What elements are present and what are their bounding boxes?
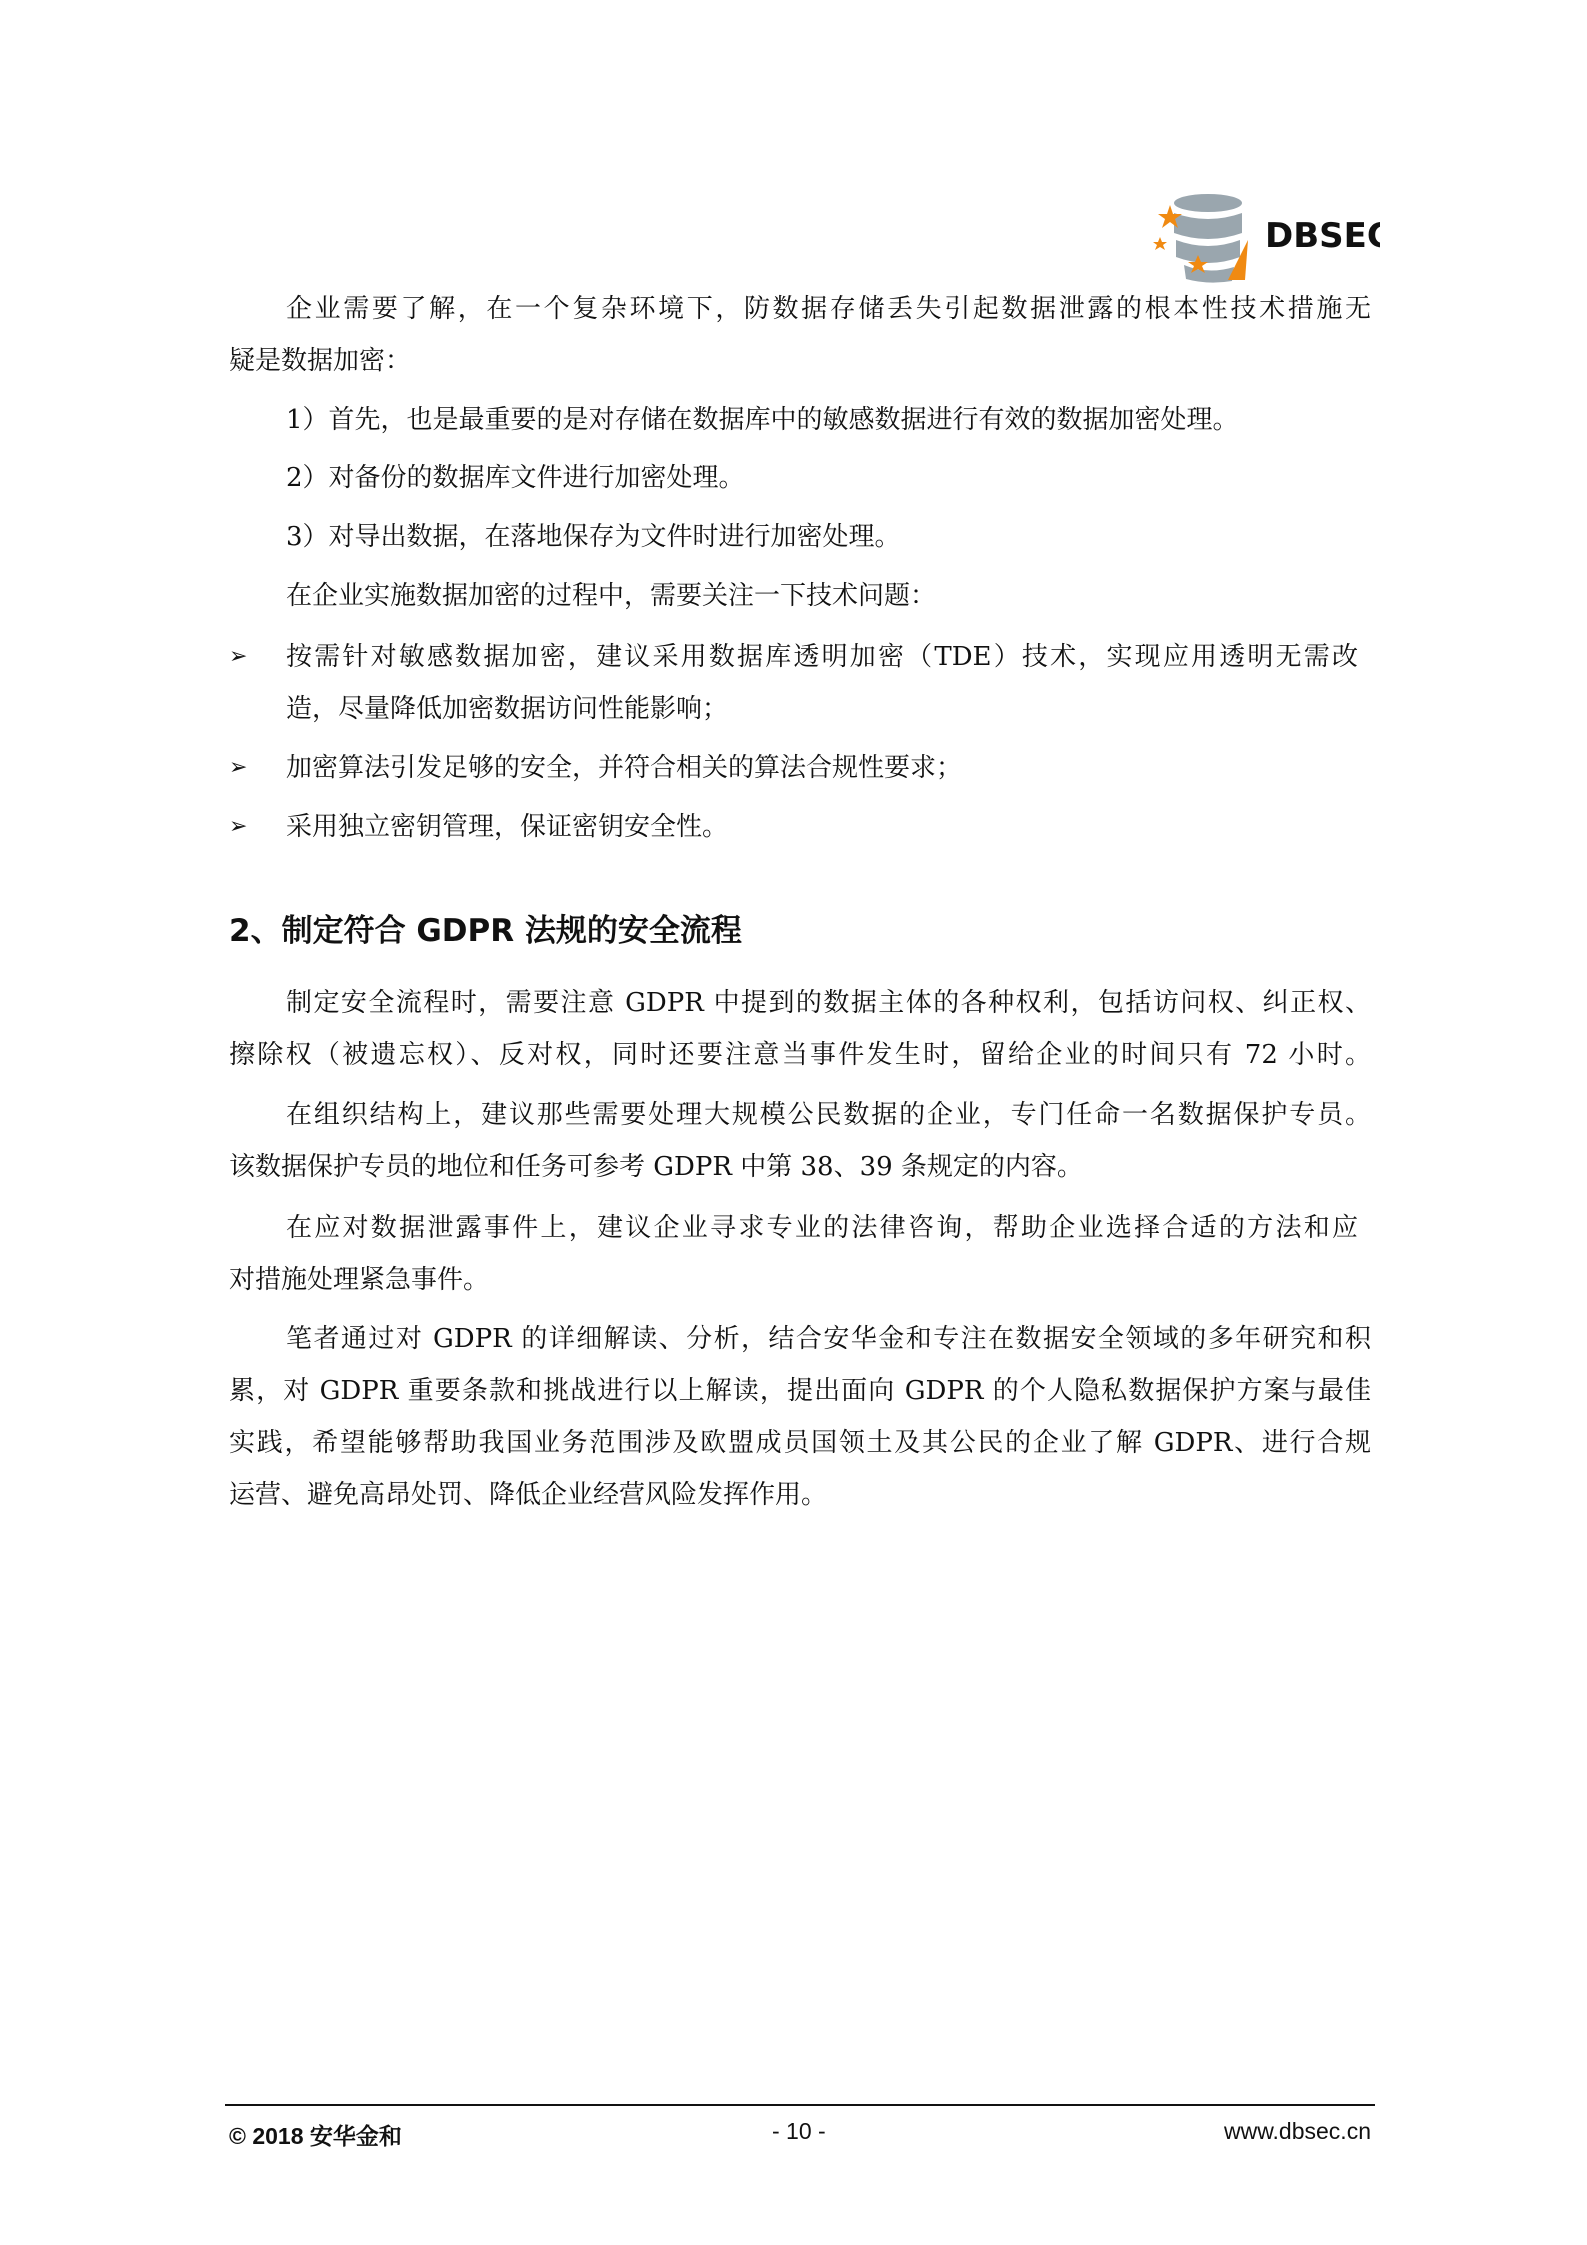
paragraph-line: 累，对 GDPR 重要条款和挑战进行以上解读，提出面向 GDPR 的个人隐私数据保护方案与最佳 — [229, 1376, 1371, 1406]
paragraph-line: 实践，希望能够帮助我国业务范围涉及欧盟成员国领土及其公民的企业了解 GDPR、进行合规 — [229, 1428, 1371, 1458]
paragraph-line: 在应对数据泄露事件上，建议企业寻求专业的法律咨询，帮助企业选择合适的方法和应 — [286, 1213, 1358, 1243]
paragraph-line: 在企业实施数据加密的过程中，需要关注一下技术问题： — [286, 581, 937, 611]
list-item: 1）首先，也是最重要的是对存储在数据库中的敏感数据进行有效的数据加密处理。 — [286, 405, 1239, 435]
bullet-arrow-icon: ➢ — [229, 755, 248, 780]
page-number: - 10 - — [772, 2118, 826, 2144]
bullet-arrow-icon: ➢ — [229, 814, 248, 839]
list-item: 2）对备份的数据库文件进行加密处理。 — [286, 463, 745, 493]
footer-url: www.dbsec.cn — [1223, 2118, 1371, 2144]
section-heading: 2、制定符合 GDPR 法规的安全流程 — [229, 913, 742, 949]
bullet-line: 按需针对敏感数据加密，建议采用数据库透明加密（TDE）技术，实现应用透明无需改 — [286, 642, 1358, 672]
paragraph-line: 企业需要了解，在一个复杂环境下，防数据存储丢失引起数据泄露的根本性技术措施无 — [286, 294, 1371, 324]
bullet-line: 采用独立密钥管理，保证密钥安全性。 — [286, 812, 729, 842]
dbsec-logo — [1150, 185, 1380, 285]
paragraph-line: 制定安全流程时，需要注意 GDPR 中提到的数据主体的各种权利，包括访问权、纠正权、 — [286, 988, 1371, 1018]
bullet-arrow-icon: ➢ — [229, 644, 248, 669]
paragraph-line: 该数据保护专员的地位和任务可参考 GDPR 中第 38、39 条规定的内容。 — [229, 1152, 1083, 1182]
footer-divider — [225, 2104, 1375, 2106]
footer-copyright: © 2018 安华金和 — [229, 2123, 402, 2149]
paragraph-line: 擦除权（被遗忘权）、反对权，同时还要注意当事件发生时，留给企业的时间只有 72 小时。 — [229, 1040, 1371, 1070]
list-item: 3）对导出数据，在落地保存为文件时进行加密处理。 — [286, 522, 901, 552]
database-stars-icon — [1150, 185, 1380, 285]
paragraph-line: 运营、避免高昂处罚、降低企业经营风险发挥作用。 — [229, 1480, 828, 1510]
paragraph-line: 笔者通过对 GDPR 的详细解读、分析，结合安华金和专注在数据安全领域的多年研究和积 — [286, 1324, 1371, 1354]
svg-text:DBSEC: DBSEC — [1265, 216, 1380, 256]
bullet-line: 造，尽量降低加密数据访问性能影响； — [286, 694, 729, 724]
paragraph-line: 在组织结构上，建议那些需要处理大规模公民数据的企业，专门任命一名数据保护专员。 — [286, 1100, 1371, 1130]
paragraph-line: 对措施处理紧急事件。 — [229, 1265, 490, 1295]
bullet-line: 加密算法引发足够的安全，并符合相关的算法合规性要求； — [286, 753, 963, 783]
paragraph-line: 疑是数据加密： — [229, 346, 412, 376]
